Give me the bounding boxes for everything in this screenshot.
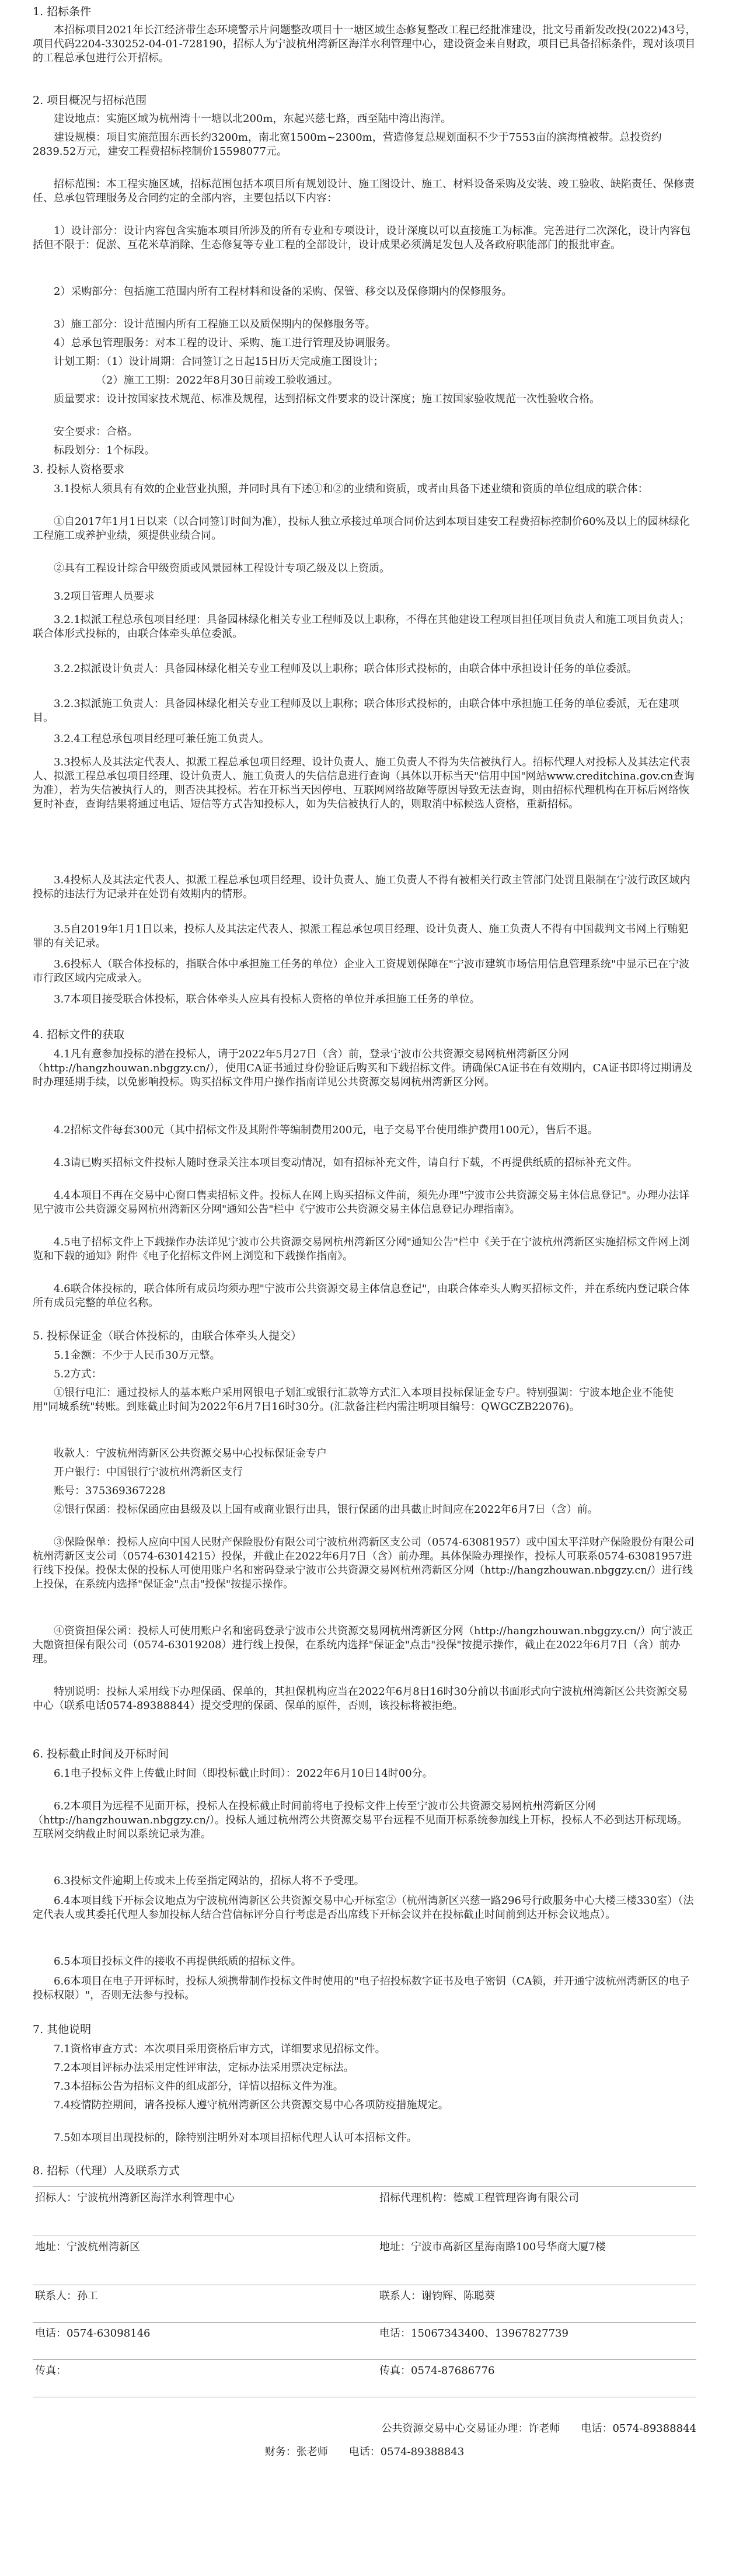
section-2-scale: 建设规模：项目实施范围东西长约3200m，南北宽1500m~2300m，营造修复总规划面积不少于7553亩的滨海植被带。总投资约2839.52万元，建安工程费招标控制价15598077元。 (33, 131, 662, 158)
contact-row-person (33, 2285, 696, 2323)
section-6-2: 6.2本项目为远程不见面开标，投标人在投标截止时间前将电子投标文件上传至宁波市公共资源交易网杭州湾新区分网（http://hangzhouwan.nbggzy.cn/）。投标人通过杭州湾公共资源交易平台远程不见面开标系统参加线上开标，投标人不必到达开标现场。互联网交纳截止时间以系统记录为准。 (33, 1800, 688, 1840)
agent-phone: 电话：15067343400、13967827739 (379, 2327, 568, 2340)
section-2-title: 2. 项目概况与招标范围 (33, 94, 147, 107)
section-1-text: 本招标项目2021年长江经济带生态环境警示片问题整改项目十一塘区域生态修复整改工程已经批准建设，批文号甬新发改投(2022)43号，项目代码2204-330252-04-01-728190，招标人为宁波杭州湾新区海洋水利管理中心，建设资金来自财政，项目已具备招标条件，现对该项目的工程总承包进行公开招标。 (33, 24, 696, 64)
section-4-1: 4.1凡有意参加投标的潜在投标人，请于2022年5月27日（含）前，登录宁波市公共资源交易网杭州湾新区分网（http://hangzhouwan.nbggzy.cn/），使用CA证书通过身份验证后购买和下载招标文件。请确保CA证书在有效期内，CA证书即将过期请及时办理延期手续，以免影响投标。购买招标文件用户操作指南详见公共资源交易网杭州湾新区分网。 (33, 1048, 693, 1088)
contact-row-address (33, 2236, 696, 2285)
section-6-4: 6.4本项目线下开标会议地点为宁波杭州湾新区公共资源交易中心开标室②（杭州湾新区兴慈一路296号行政服务中心大楼三楼330室）（法定代表人或其委托代理人参加投标人结合营信标评分自行考虑是否出席线下开标会议并在投标截止时间前到达开标会议地点）。 (33, 1895, 694, 1921)
section-5-insurance: ③保险保单：投标人应向中国人民财产保险股份有限公司宁波杭州湾新区支公司（0574-63081957）或中国太平洋财产保险股份有限公司杭州湾新区支公司（0574-63014215）投保，并截止在2022年6月7日（含）前办理。具体保险办理操作，投标人可联系0574-63081957进行线下投保。投保太保的投标人可使用账户名和密码登录宁波市公共资源交易网杭州湾新区分网（http://hangzhouwan.nbggzy.cn/）进行线上投保，在系统内选择"保证金"点击"投保"按提示操作。 (33, 1536, 695, 1590)
section-3-title: 3. 投标人资格要求 (33, 463, 125, 476)
section-5-bank: 开户银行：中国银行宁波杭州湾新区支行 (54, 1466, 243, 1478)
agent-fax: 传真：0574-87686776 (379, 2365, 495, 2377)
section-5-wire: ①银行电汇：通过投标人的基本账户采用网银电子划汇或银行汇款等方式汇入本项目投标保证金专户。特别强调：宁波本地企业不能使用"同城系统"转账。到账截止时间为2022年6月7日16时30分。(汇款备注栏内需注明项目编号：QWGCZB22076)。 (33, 1387, 674, 1413)
section-5-2: 5.2方式： (54, 1368, 102, 1380)
section-4-2: 4.2招标文件每套300元（其中招标文件及其附件等编制费用200元，电子交易平台使用维护费用100元），售后不退。 (54, 1124, 598, 1136)
contact-row-names (33, 2187, 696, 2236)
section-2-design: 1）设计部分：设计内容包含实施本项目所涉及的所有专业和专项设计，设计深度以可以直接施工为标准。完善进行二次深化，设计内容包括但不限于：促淤、互花米草消除、生态修复等专业工程的全部设计，设计成果必须满足发包人及各政府职能部门的报批审查。 (33, 225, 691, 251)
section-3-2-1: 3.2.1拟派工程总承包项目经理：具备园林绿化相关专业工程师及以上职称，不得在其他建设工程项目担任项目负责人和施工项目负责人；联合体形式投标的，由联合体牵头单位委派。 (33, 614, 690, 640)
section-2-quality: 质量要求：设计按国家技术规范、标准及规程，达到招标文件要求的设计深度；施工按国家验收规范一次性验收合格。 (54, 393, 600, 405)
section-4-6: 4.6联合体投标的，联合体所有成员均须办理"宁波市公共资源交易主体信息登记"，由联合体牵头人购买招标文件，并在系统内登记联合体所有成员完整的单位名称。 (33, 1283, 690, 1309)
tenderer-address: 地址：宁波杭州湾新区 (35, 2241, 140, 2253)
section-5-payee: 收款人：宁波杭州湾新区公共资源交易中心投标保证金专户 (54, 1447, 327, 1460)
section-3-3: 3.3投标人及其法定代表人、拟派工程总承包项目经理、设计负责人、施工负责人不得为失信被执行人。招标代理人对投标人及其法定代表人、拟派工程总承包项目经理、设计负责人、施工负责人的失信信息进行查询（具体以开标当天"信用中国"网站www.creditchina.gov.cn查询为准），若为失信被执行人的，则否决其投标。若在开标当天因停电、互联网网络故障等原因导致无法查询，则由招标代理机构在开标后网络恢复时补查，查询结果将通过电话、短信等方式告知投标人，如为失信被执行人的，则取消中标候选人资格，重新招标。 (33, 756, 695, 810)
tenderer-phone: 电话：0574-63098146 (35, 2327, 151, 2340)
section-3-1: 3.1投标人须具有有效的企业营业执照，并同时具有下述①和②的业绩和资质，或者由具备下述业绩和资质的单位组成的联合体： (54, 483, 648, 495)
section-5-title: 5. 投标保证金（联合体投标的，由联合体牵头人提交） (33, 1329, 302, 1342)
section-8-title: 8. 招标（代理）人及联系方式 (33, 2164, 180, 2177)
section-2-construction: 3）施工部分：设计范围内所有工程施工以及质保期内的保修服务等。 (54, 318, 376, 330)
section-4-3: 4.3请已购买招标文件投标人随时登录关注本项目变动情况，如有招标补充文件，请自行下载，不再提供纸质的招标补充文件。 (54, 1157, 638, 1169)
tenderer-fax: 传真： (35, 2365, 67, 2377)
section-3-2-2: 3.2.2拟派设计负责人：具备园林绿化相关专业工程师及以上职称；联合体形式投标的，由联合体中承担设计任务的单位委派。 (54, 663, 637, 675)
contact-row-phone (33, 2322, 696, 2360)
section-1-title: 1. 招标条件 (33, 5, 92, 18)
agent-address: 地址：宁波市高新区星海南路100号华商大厦7楼 (379, 2241, 606, 2253)
section-6-title: 6. 投标截止时间及开标时间 (33, 1747, 169, 1760)
section-7-2: 7.2本项目评标办法采用定性评审法，定标办法采用票决定标法。 (54, 2062, 354, 2074)
section-5-account: 账号：375369367228 (54, 1485, 166, 1497)
contact-row-fax (33, 2359, 696, 2397)
section-3-1-a: ①自2017年1月1日以来（以合同签订时间为准），投标人独立承接过单项合同价达到本项目建安工程费招标控制价60%及以上的园林绿化工程施工或养护业绩，须提供业绩合同。 (33, 516, 690, 542)
section-3-5: 3.5自2019年1月1日以来，投标人及其法定代表人、拟派工程总承包项目经理、设计负责人、施工负责人不得有中国裁判文书网上行贿犯罪的有关记录。 (33, 923, 689, 949)
section-2-procurement: 2）采购部分：包括施工范围内所有工程材料和设备的采购、保管、移交以及保修期内的保修服务。 (54, 286, 512, 298)
section-3-2-4: 3.2.4工程总承包项目经理可兼任施工负责人。 (54, 733, 270, 745)
section-5-guarantee-letter: ④资资担保公函：投标人可使用账户名和密码登录宁波市公共资源交易网杭州湾新区分网（http://hangzhouwan.nbggzy.cn/）向宁波正大融资担保有限公司（0574-63019208）进行线上投保，在系统内选择"保证金"点击"投保"按提示操作，截止在2022年6月7日（含）前办理。 (33, 1625, 693, 1665)
section-2-lots: 标段划分：1个标段。 (54, 444, 155, 457)
section-2-period-build: （2）施工工期：2022年8月30日前竣工验收通过。 (96, 374, 339, 387)
section-5-1: 5.1金额：不少于人民币30万元整。 (54, 1349, 221, 1362)
section-4-5: 4.5电子招标文件上下载操作办法详见宁波市公共资源交易网杭州湾新区分网"通知公告"栏中《关于在宁波杭州湾新区实施招标文件网上浏览和下载的通知》附件《电子化招标文件网上浏览和下载操作指南》。 (33, 1236, 690, 1262)
section-3-4: 3.4投标人及其法定代表人、拟派工程总承包项目经理、设计负责人、施工负责人不得有被相关行政主管部门处罚且限制在宁波行政区域内投标的违法行为记录并在处罚有效期内的情形。 (33, 874, 690, 900)
section-5-note: 特别说明：投标人采用线下办理保函、保单的，其担保机构应当在2022年6月8日16时30分前以书面形式向宁波杭州湾新区公共资源交易中心（联系电话0574-89388844）提交受理的保函、保单的原件，否则，该投标将被拒绝。 (33, 1686, 688, 1712)
section-4-title: 4. 招标文件的获取 (33, 1028, 125, 1041)
tenderer-contact: 联系人：孙工 (35, 2290, 98, 2302)
section-6-3: 6.3投标文件逾期上传或未上传至指定网站的，招标人将不予受理。 (54, 1875, 365, 1887)
section-2-scope: 招标范围：本工程实施区域，招标范围包括本项目所有规划设计、施工图设计、施工、材料设备采购及安装、竣工验收、缺陷责任、保修责任、总承包管理服务及合同约定的全部内容，主要包括以下内容： (33, 178, 695, 204)
section-4-4: 4.4本项目不再在交易中心窗口售卖招标文件。投标人在网上购买招标文件前，须先办理"宁波市公共资源交易主体信息登记"。办理办法详见宁波市公共资源交易网杭州湾新区分网"通知公告"栏中《宁波市公共资源交易主体信息登记办理指南》。 (33, 1189, 690, 1216)
section-3-2-3: 3.2.3拟派施工负责人：具备园林绿化相关专业工程师及以上职称；联合体形式投标的，由联合体中承担施工任务的单位委派，无在建项目。 (33, 698, 679, 724)
notice-content (33, 0, 696, 2576)
section-2-safety: 安全要求：合格。 (54, 426, 138, 438)
section-2-management: 4）总承包管理服务：对本工程的设计、采购、施工进行管理及协调服务。 (54, 337, 397, 349)
section-3-2: 3.2项目管理人员要求 (54, 590, 155, 603)
section-7-title: 7. 其他说明 (33, 2023, 92, 2036)
tenderer-name: 招标人：宁波杭州湾新区海洋水利管理中心 (35, 2192, 235, 2204)
section-2-period-design: 计划工期：（1）设计周期：合同签订之日起15日历天完成施工图设计； (54, 356, 384, 368)
contact-table (33, 2186, 696, 2397)
section-7-1: 7.1资格审查方式：本次项目采用资格后审方式，详细要求见招标文件。 (54, 2043, 386, 2055)
section-5-bank-guarantee: ②银行保函：投标保函应由县级及以上国有或商业银行出具，银行保函的出具截止时间应在2022年6月7日（含）前。 (54, 1503, 598, 1516)
section-7-4: 7.4疫情防控期间，请各投标人遵守杭州湾新区公共资源交易中心各项防疫措施规定。 (54, 2099, 449, 2111)
section-6-1: 6.1电子投标文件上传截止时间（即投标截止时间）：2022年6月10日14时00分。 (54, 1767, 433, 1780)
section-3-7: 3.7本项目接受联合体投标，联合体牵头人应具有投标人资格的单位并承担施工任务的单位。 (54, 993, 480, 1005)
agent-name: 招标代理机构：德威工程管理咨询有限公司 (379, 2192, 579, 2204)
section-3-1-b: ②具有工程设计综合甲级资质或风景园林工程设计专项乙级及以上资质。 (54, 562, 390, 575)
section-3-6: 3.6投标人（联合体投标的，指联合体中承担施工任务的单位）企业入工资规划保障在"宁波市建筑市场信用信息管理系统"中显示已在宁波市行政区域内完成录入。 (33, 958, 690, 984)
footer-finance-contact: 财务：张老师 电话：0574-89388843 (264, 2446, 465, 2458)
section-6-6: 6.6本项目在电子开评标时，投标人须携带制作投标文件时使用的"电子招投标数字证书及电子密钥（CA锁，并开通宁波杭州湾新区的电子投标权限）"，否则无法参与投标。 (33, 1975, 690, 2001)
agent-contact: 联系人：谢钧辉、陈聪葵 (379, 2290, 495, 2302)
section-6-5: 6.5本项目投标文件的接收不再提供纸质的招标文件。 (54, 1955, 302, 1968)
section-7-3: 7.3本招标公告为招标文件的组成部分，详情以招标文件为准。 (54, 2080, 344, 2093)
section-2-location: 建设地点：实施区域为杭州湾十一塘以北200m，东起兴慈七路，西至陆中湾出海洋。 (54, 113, 452, 125)
footer-trade-contact: 公共资源交易中心交易证办理：许老师 电话：0574-89388844 (381, 2422, 696, 2435)
section-7-5: 7.5如本项目出现投标的，除特别注明外对本项目招标代理人认可本招标文件。 (54, 2132, 417, 2144)
